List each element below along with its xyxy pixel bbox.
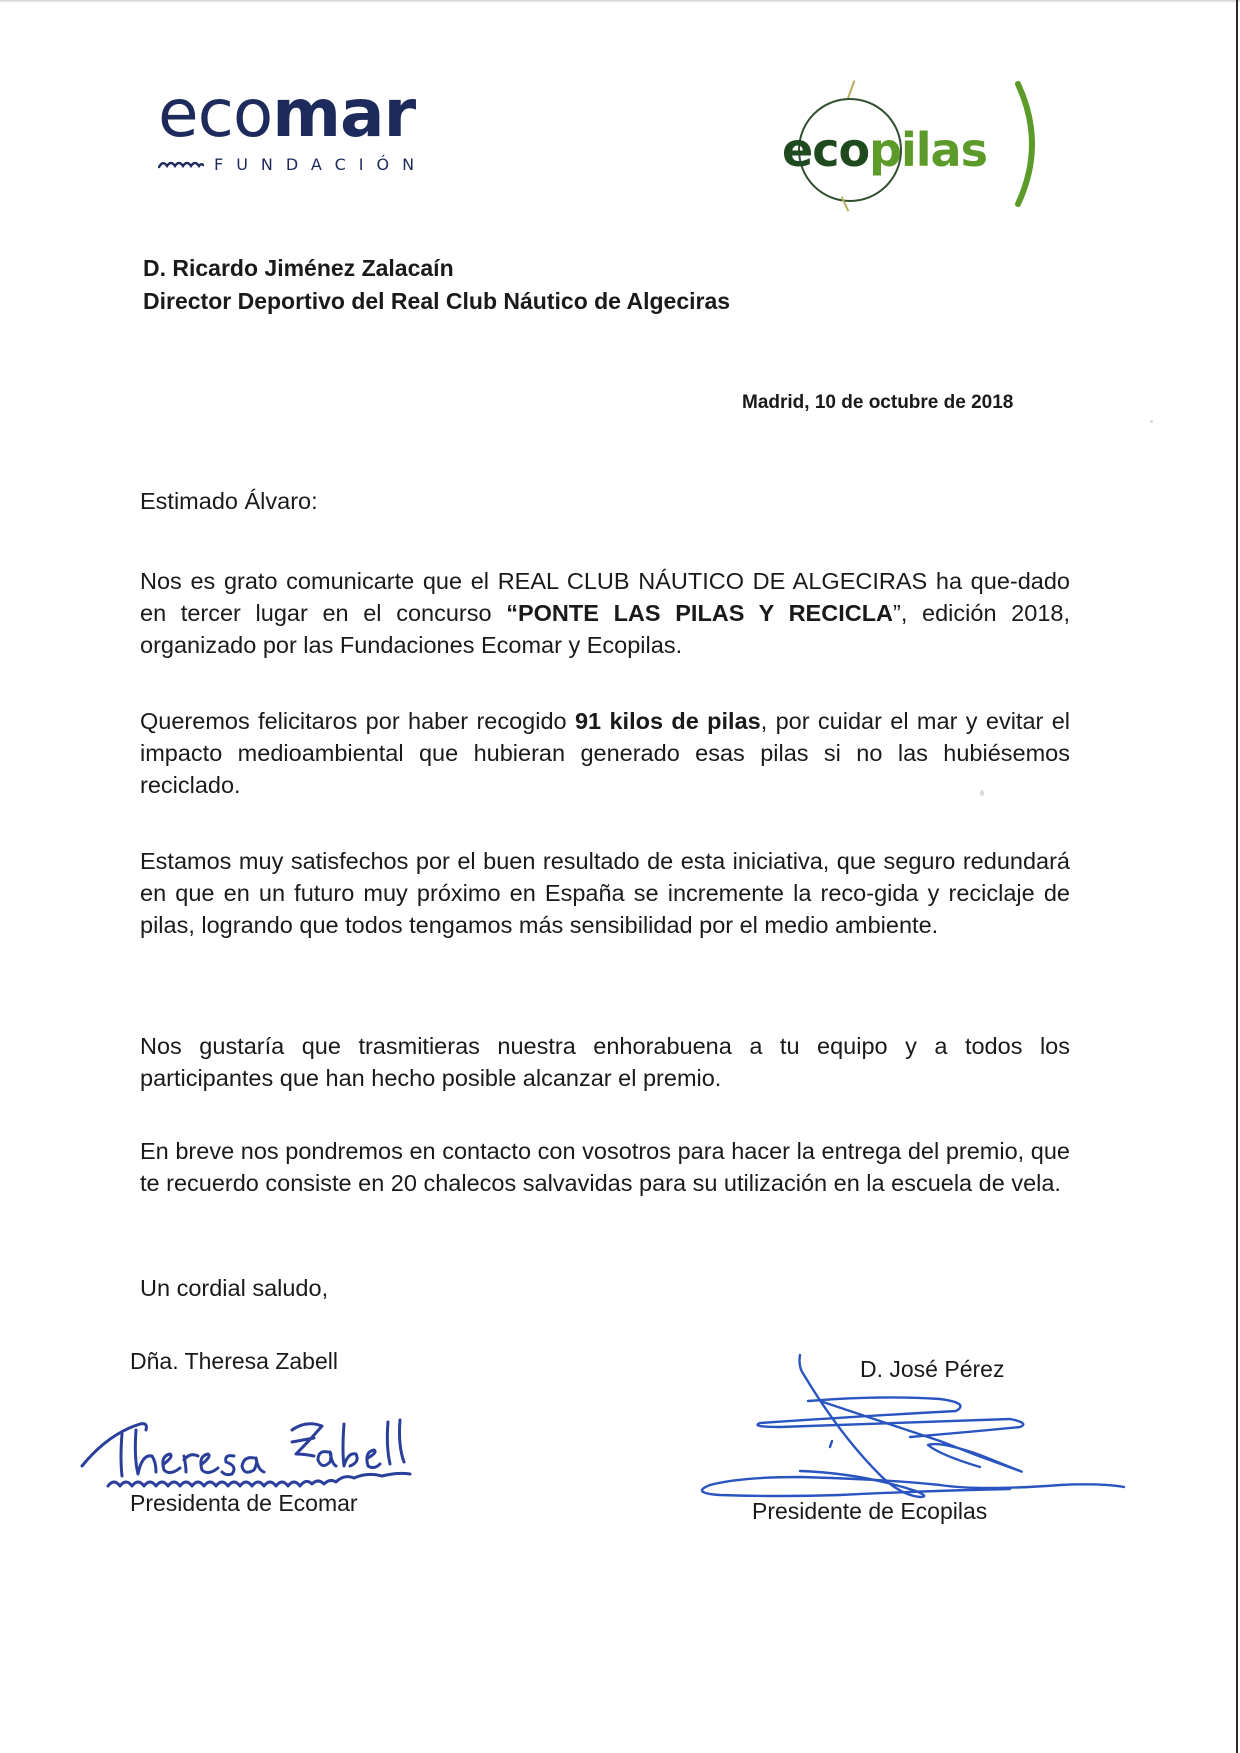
ecomar-wordmark — [158, 74, 415, 154]
recipient-title: Director Deportivo del Real Club Náutico de Algeciras — [143, 288, 731, 314]
ecomar-subtitle-row — [158, 154, 427, 174]
salutation: Estimado Álvaro: — [140, 488, 318, 514]
parenthesis-icon — [1012, 80, 1046, 208]
signatory-left-name: Dña. Theresa Zabell — [130, 1348, 338, 1374]
paragraph-congratulations — [140, 705, 1070, 801]
scan-speck — [980, 790, 984, 796]
paragraph-team-message: Nos gustaría que trasmitieras nuestra enhorabuena a tu equipo y a todos los participantes que han hecho posible alcanzar el premio. — [140, 1033, 1070, 1091]
wave-icon — [158, 158, 204, 170]
ecomar-logo — [158, 75, 458, 178]
signature-jose-perez — [680, 1345, 1130, 1505]
ecomar-word-eco: eco — [158, 75, 273, 152]
ecopilas-logo — [780, 70, 1070, 210]
ecopilas-word-pilas: pilas — [869, 123, 987, 177]
date-line: Madrid, 10 de octubre de 2018 — [742, 392, 1014, 413]
paragraph-satisfaction: Estamos muy satisfechos por el buen resultado de esta iniciativa, que seguro redundará en que en un futuro muy próximo en España se incremente la reco-gida y reciclaje de pilas, logrando que todos tengamos más sensibilidad por el medio ambiente. — [140, 848, 1070, 938]
paragraph-text: Queremos felicitaros por haber recogido — [140, 708, 575, 734]
paragraph-text: , por cuidar el mar y evitar el impacto medioambiental que hubieran generado esas pilas si no las hubiésemos reciclado. — [140, 708, 1070, 798]
paragraph-text: ”, edición 2018, organizado por las Fundaciones Ecomar y Ecopilas. — [140, 600, 1070, 658]
paragraph-text: Nos es grato comunicarte que el REAL CLUB NÁUTICO DE ALGECIRAS ha que-dado en tercer lugar en el concurso — [140, 568, 1070, 626]
page-right-edge — [1236, 0, 1238, 1753]
contest-name: “PONTE LAS PILAS Y RECICLA — [506, 600, 894, 626]
ecomar-word-mar: mar — [272, 75, 416, 152]
signatory-right-name: D. José Pérez — [860, 1356, 1005, 1382]
paragraph-prize-delivery: En breve nos pondremos en contacto con vosotros para hacer la entrega del premio, que te recuerdo consiste en 20 chalecos salvavidas para su utilización en la escuela de vela. — [140, 1138, 1070, 1196]
ecopilas-word-eco: eco — [782, 123, 870, 177]
scan-speck — [1150, 420, 1153, 423]
ecopilas-wordmark — [782, 122, 987, 178]
closing: Un cordial saludo, — [140, 1275, 329, 1301]
paragraph-announcement — [140, 565, 1070, 661]
logo-tick-mark — [847, 80, 856, 99]
ecomar-subtitle: FUNDACIÓN — [214, 154, 428, 174]
signatory-right-title: Presidente de Ecopilas — [752, 1498, 988, 1524]
collected-amount: 91 kilos de pilas — [574, 708, 761, 734]
signatory-left-title: Presidenta de Ecomar — [130, 1490, 358, 1516]
page-top-edge — [0, 0, 1240, 3]
recipient-block — [143, 252, 730, 318]
recipient-name: D. Ricardo Jiménez Zalacaín — [143, 255, 454, 281]
